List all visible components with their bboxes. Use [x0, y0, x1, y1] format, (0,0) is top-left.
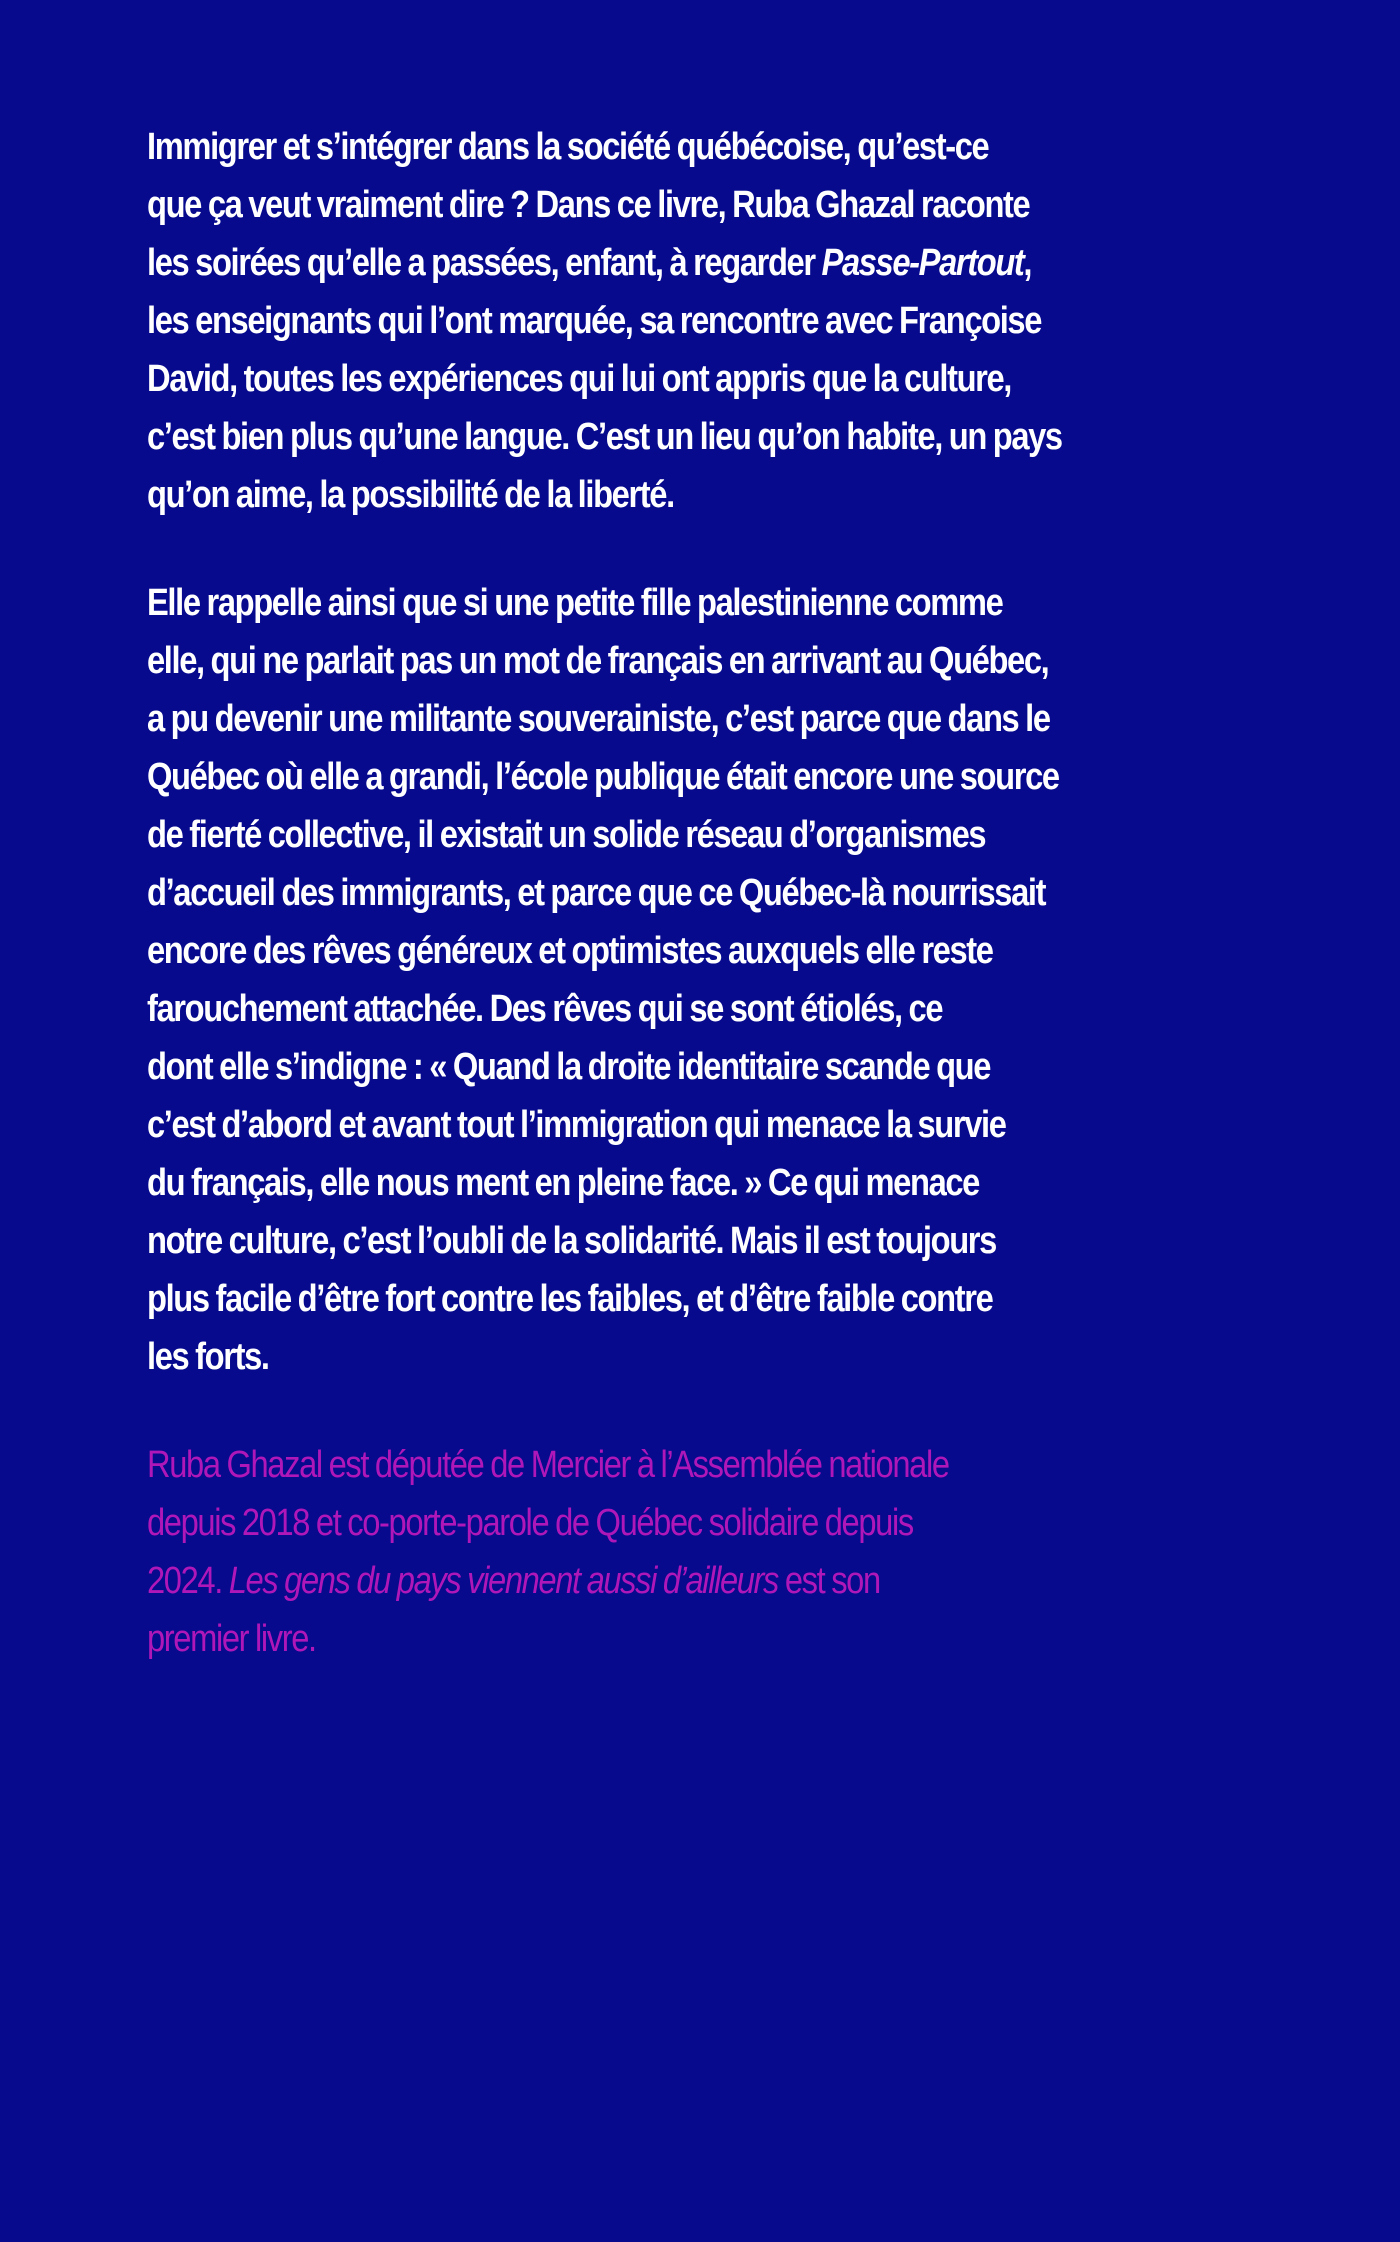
text-line: David, toutes les expériences qui lui ont appris que la culture,: [147, 358, 1012, 400]
back-cover-text: [147, 118, 1256, 1668]
text-line: que ça veut vraiment dire ? Dans ce livre, Ruba Ghazal raconte: [147, 184, 1030, 226]
text-fragment: les soirées qu’elle a passées, enfant, à regarder: [147, 242, 822, 284]
text-line: Ruba Ghazal est députée de Mercier à l’Assemblée nationale: [147, 1444, 949, 1486]
text-line: [147, 234, 1256, 292]
text-line: premier livre.: [147, 1618, 316, 1660]
text-line: elle, qui ne parlait pas un mot de français en arrivant au Québec,: [147, 640, 1049, 682]
text-fragment: ,: [1023, 242, 1032, 284]
text-line: [147, 1552, 1256, 1610]
text-line: de fierté collective, il existait un solide réseau d’organismes: [147, 814, 986, 856]
text-line: qu’on aime, la possibilité de la liberté.: [147, 474, 674, 516]
summary-paragraph-2: [147, 574, 1256, 1386]
text-line: depuis 2018 et co-porte-parole de Québec solidaire depuis: [147, 1502, 913, 1544]
author-bio: [147, 1436, 1256, 1668]
text-line: d’accueil des immigrants, et parce que ce Québec-là nourrissait: [147, 872, 1046, 914]
text-line: Immigrer et s’intégrer dans la société québécoise, qu’est-ce: [147, 126, 989, 168]
text-line: du français, elle nous ment en pleine face. » Ce qui menace: [147, 1162, 979, 1204]
text-line: encore des rêves généreux et optimistes auxquels elle reste: [147, 930, 993, 972]
summary-paragraph-1: [147, 118, 1256, 524]
show-title: Passe-Partout: [821, 242, 1024, 284]
text-line: Québec où elle a grandi, l’école publique était encore une source: [147, 756, 1059, 798]
text-fragment: 2024.: [147, 1560, 229, 1602]
text-line: les forts.: [147, 1336, 269, 1378]
text-line: farouchement attachée. Des rêves qui se sont étiolés, ce: [147, 988, 943, 1030]
text-line: Elle rappelle ainsi que si une petite fille palestinienne comme: [147, 582, 1003, 624]
text-line: a pu devenir une militante souverainiste, c’est parce que dans le: [147, 698, 1050, 740]
text-line: plus facile d’être fort contre les faibles, et d’être faible contre: [147, 1278, 993, 1320]
text-line: c’est d’abord et avant tout l’immigration qui menace la survie: [147, 1104, 1006, 1146]
text-line: notre culture, c’est l’oubli de la solidarité. Mais il est toujours: [147, 1220, 996, 1262]
book-title: Les gens du pays viennent aussi d’ailleurs: [228, 1560, 779, 1602]
text-fragment: est son: [778, 1560, 880, 1602]
text-line: c’est bien plus qu’une langue. C’est un lieu qu’on habite, un pays: [147, 416, 1062, 458]
text-line: les enseignants qui l’ont marquée, sa rencontre avec Françoise: [147, 300, 1042, 342]
text-line: dont elle s’indigne : « Quand la droite identitaire scande que: [147, 1046, 991, 1088]
